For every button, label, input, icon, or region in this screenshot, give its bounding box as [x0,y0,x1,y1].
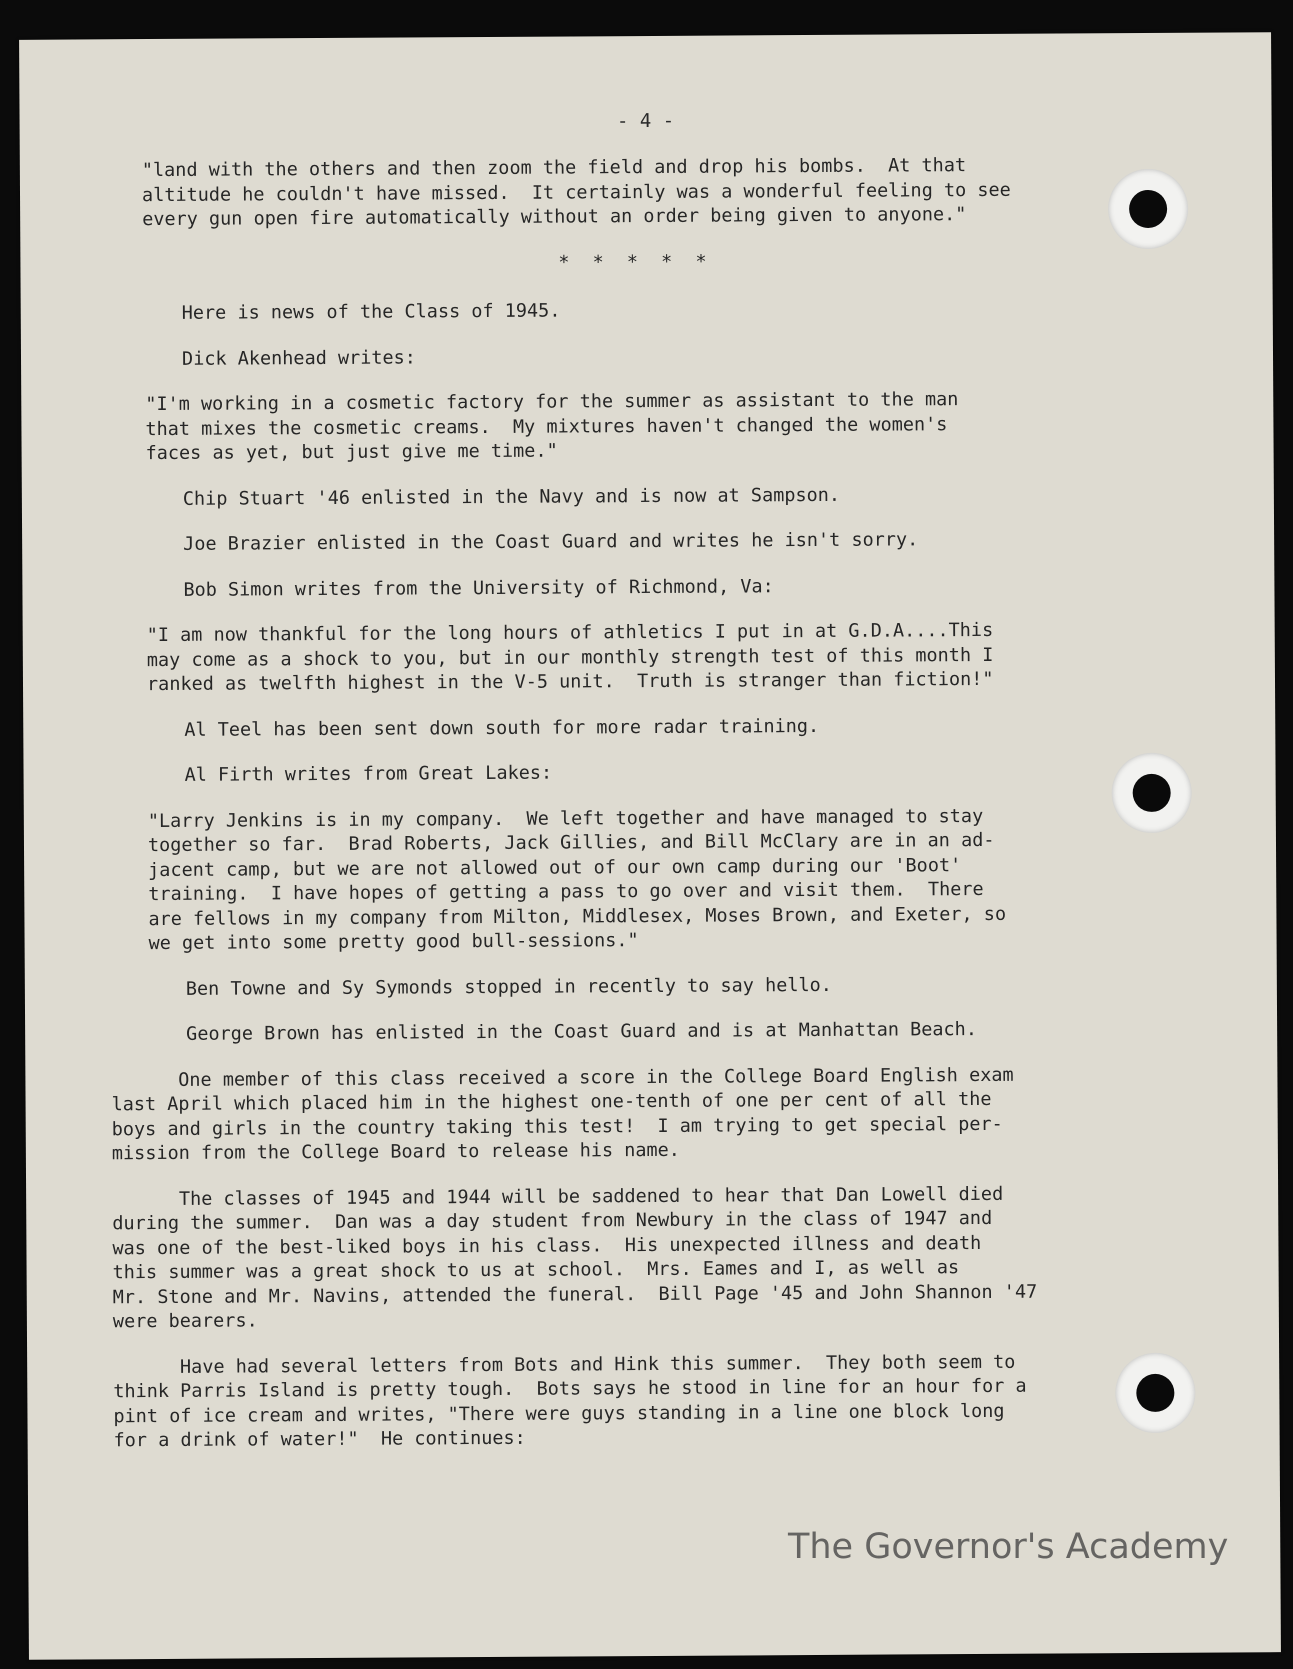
document-page [19,32,1281,1660]
quote: "I am now thankful for the long hours of athletics I put in at G.D.A....This may come as a shock to you, but in our monthly strength test of this month I ranked as twelfth highest in the V-5 unit. Truth is stranger than fiction!" [146,619,994,696]
quote: "Larry Jenkins is in my company. We left together and have managed to stay together so far. Brad Roberts, Jack Gillies, and Bill McClary are in an ad- jacent camp, but we are not allowed out of our own camp during our 'Boot' training. I have hopes of getting a pass to go over and visit them. There are fellows in my company from Milton, Middlesex, Moses Brown, and Exeter, so we get into some pretty good bull-sessions." [147,805,1007,955]
paragraph: Al Firth writes from Great Lakes: [184,762,553,786]
quote-continuation: "land with the others and then zoom the field and drop his bombs. At that altitude he couldn't have missed. It certainly was a wonderful feeling to see every gun open fire automatically without an order being given to anyone." [141,155,1011,231]
paragraph: George Brown has enlisted in the Coast Guard and is at Manhattan Beach. [186,1019,977,1045]
paragraph: Here is news of the Class of 1945. [181,300,561,324]
paragraph: Bob Simon writes from the University of Richmond, Va: [183,575,774,601]
paragraph: One member of this class received a score in the College Board English exam last April which placed him in the highest one-tenth of one per cent of all the boys and girls in the country taking this test! I am trying to get special per- mission from the College Board to release his name. [111,1064,1014,1165]
paragraph: The classes of 1945 and 1944 will be saddened to hear that Dan Lowell died during the summer. Dan was a day student from Newbury in the class of 1947 and was one of the best-liked boys in his class. His unexpected illness and death this summer was a great shock to us at school. Mrs. Eames and I, as well as Mr. Stone and Mr. Navins, attended the funeral. Bill Page '45 and John Shannon '47 were bearers. [112,1183,1038,1333]
typewritten-body [111,153,1148,1475]
paragraph: Ben Towne and Sy Symonds stopped in recently to say hello. [185,974,832,1000]
paragraph: Joe Brazier enlisted in the Coast Guard and writes he isn't sorry. [183,529,919,555]
section-separator: * * * * * [558,251,713,274]
paragraph: Have had several letters from Bots and Hink this summer. They both seem to think Parris Island is pretty tough. Bots says he stood in line for an hour for a pint of ice cream and writes, "There were guys standing in a line one block long for a drink of water!" He continues: [113,1351,1027,1452]
paragraph: Chip Stuart '46 enlisted in the Navy and is now at Sampson. [182,484,841,510]
paragraph: Al Teel has been sent down south for more radar training. [184,715,820,741]
watermark: The Governor's Academy [788,1527,1229,1567]
paragraph: Dick Akenhead writes: [181,346,416,370]
page-number: - 4 - [616,109,675,133]
quote: "I'm working in a cosmetic factory for the summer as assistant to the man that mixes the cosmetic creams. My mixtures haven't changed the women's faces as yet, but just give me time." [145,389,959,465]
